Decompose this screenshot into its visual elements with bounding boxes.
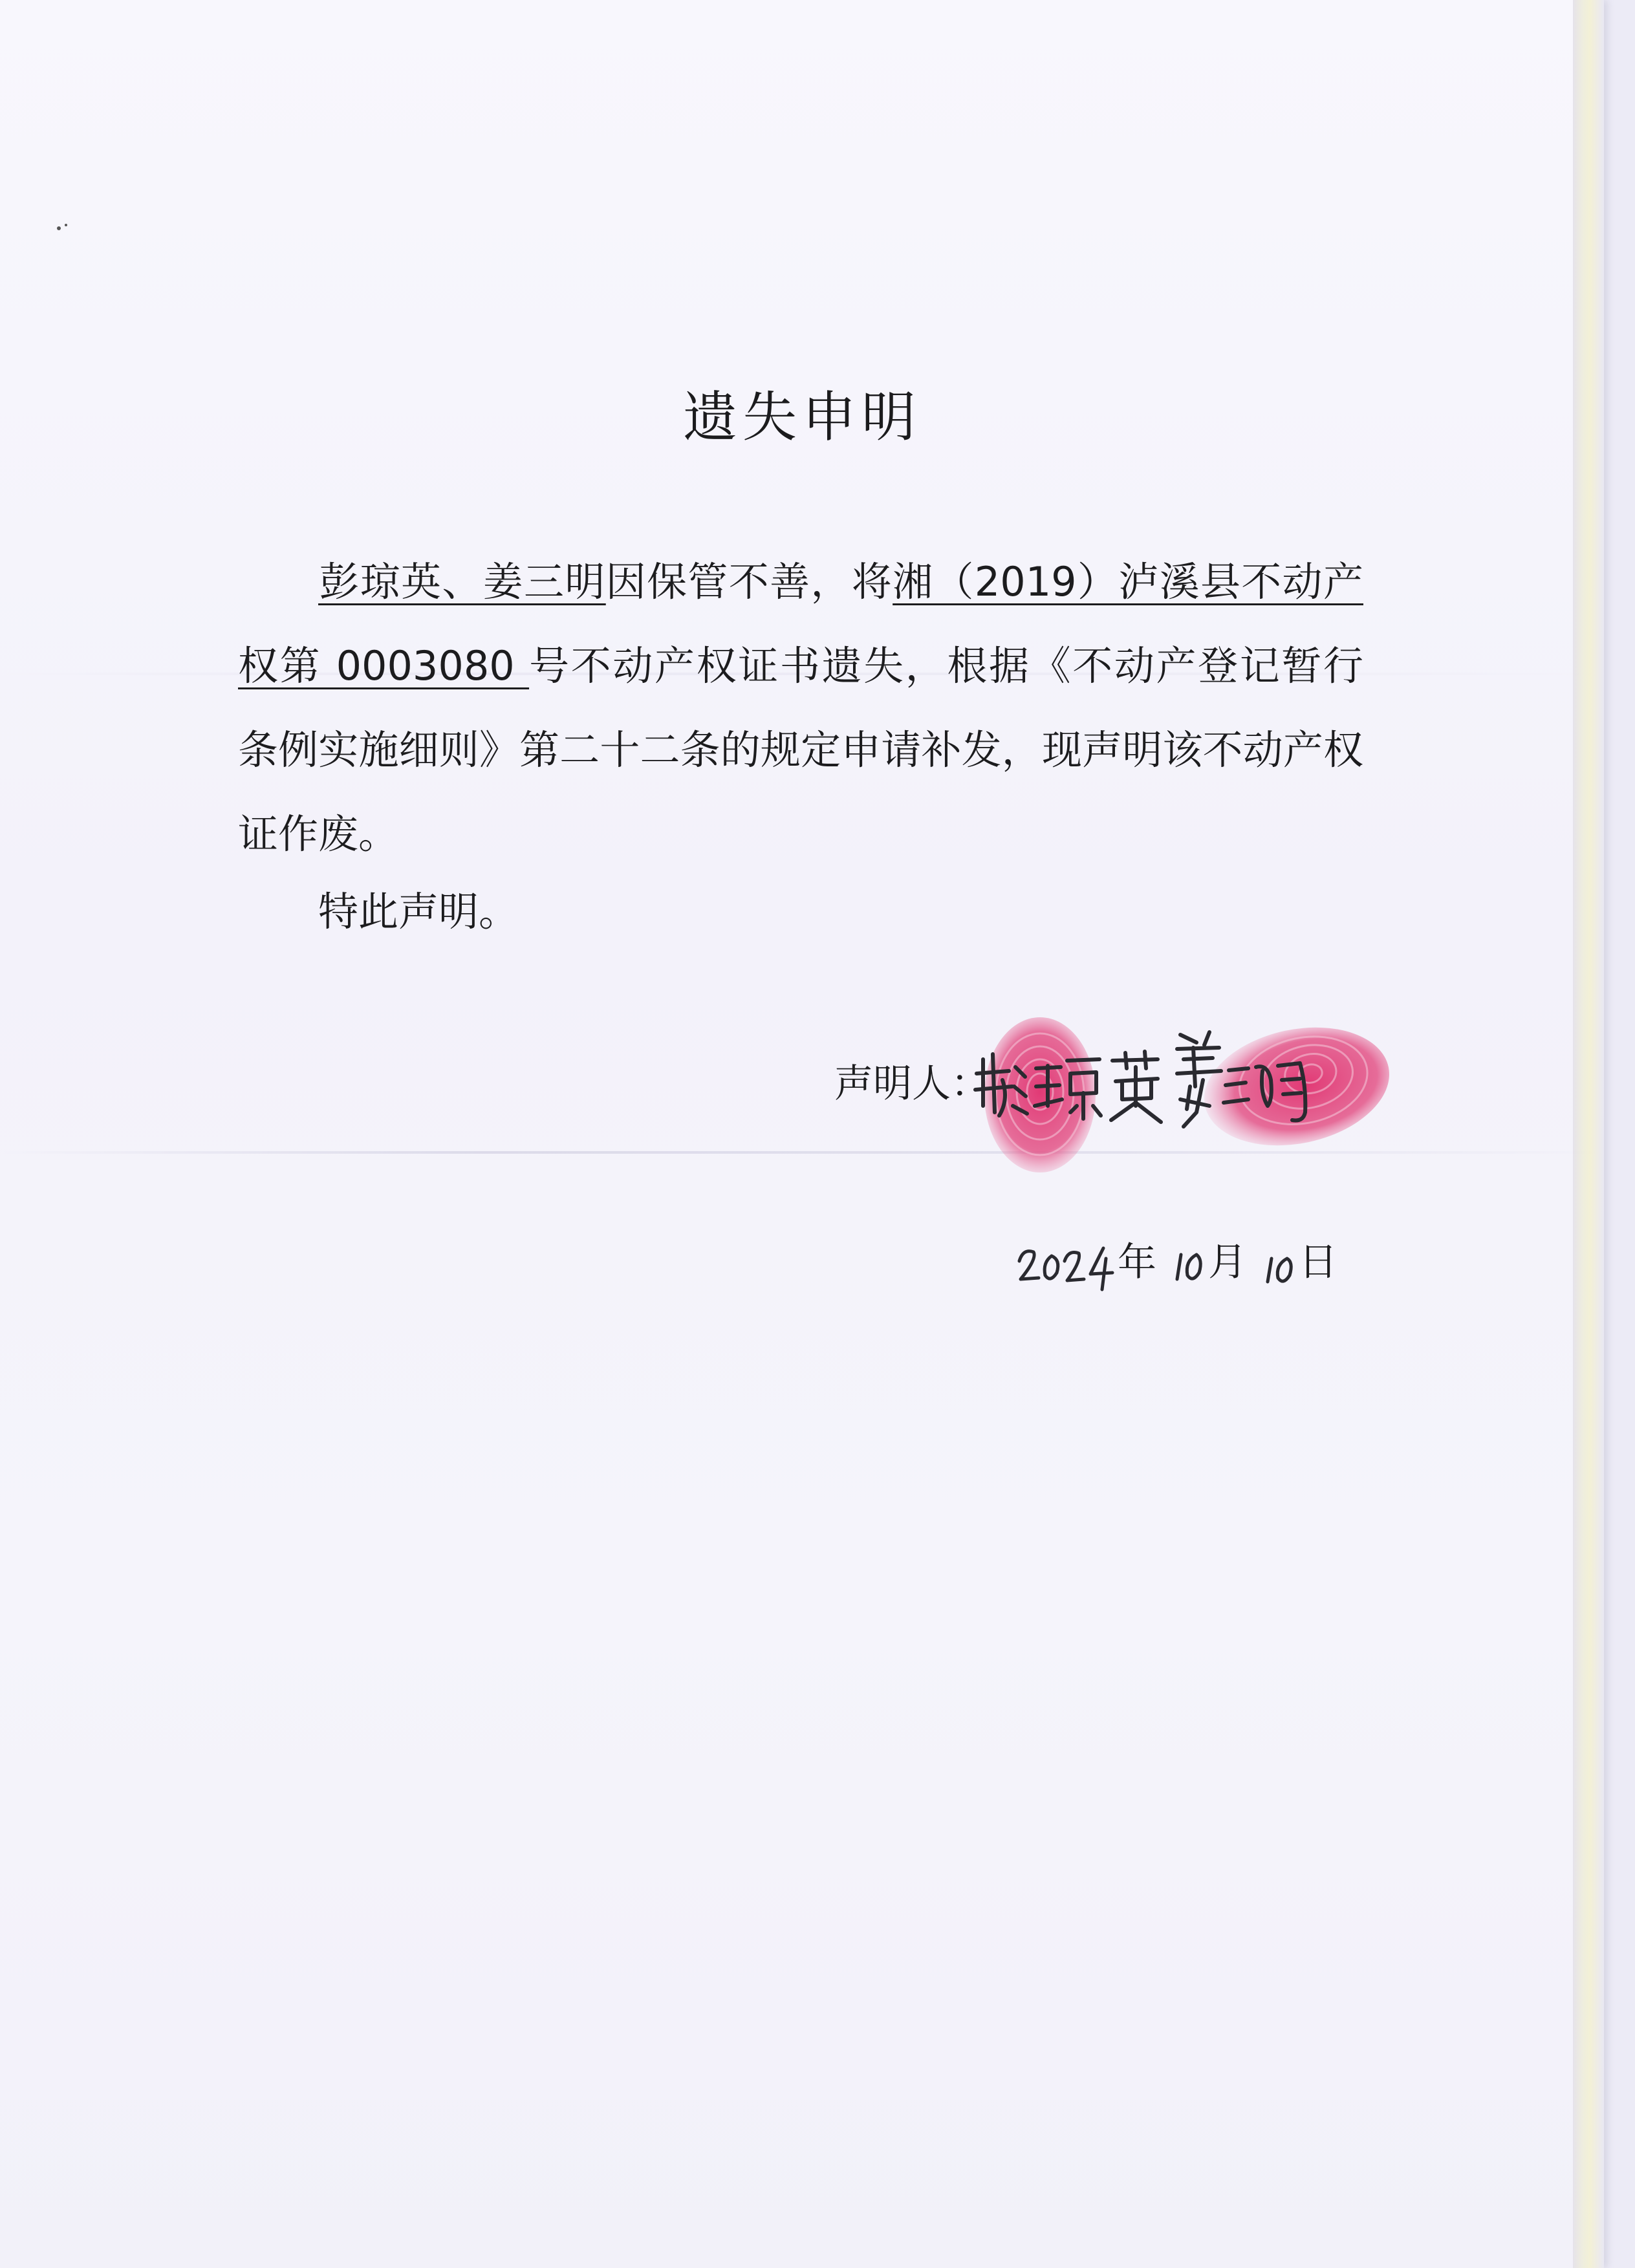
document-title: 遗失申明 [682,385,921,449]
paper-speck [57,226,61,230]
fold-crease [0,1151,1604,1154]
owner-names: 彭琼英、姜三明 [318,558,606,605]
handwritten-signature [964,1009,1326,1138]
svg-text:年: 年 [1118,1240,1156,1285]
closing-statement: 特此声明。 [318,888,519,935]
certificate-number: 湘（2019）泸溪县不动产权第 0003080 [238,558,1363,689]
paper-speck [65,224,67,226]
declarant-label: 声明人： [834,1061,990,1107]
declaration-paragraph [238,540,1363,876]
paragraph-text: 因保管不善，将 [605,558,893,605]
svg-text:日: 日 [1299,1240,1337,1285]
handwritten-date [1015,1222,1352,1293]
paper-edge [1573,0,1604,2268]
paragraph-text: 号不动产权证书遗失，根据《不动产登记暂行条例实施细则》第二十二条的规定申请补发，现声明该不动产权证作废。 [238,642,1363,858]
svg-text:月: 月 [1208,1240,1247,1285]
